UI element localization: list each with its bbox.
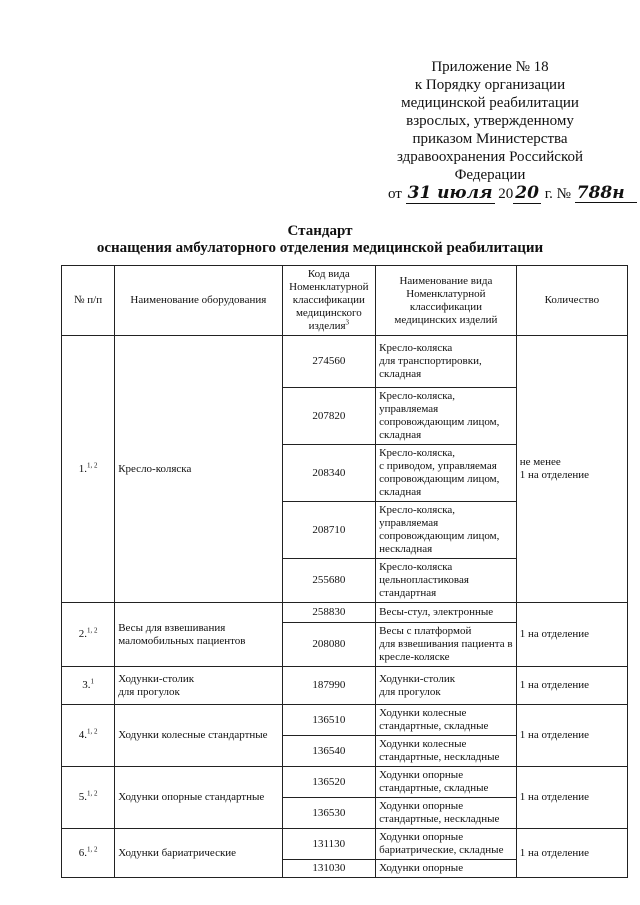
nomenclature-code: 136530 <box>282 798 376 829</box>
appendix-line-5: приказом Министерства <box>412 131 568 147</box>
nomenclature-name: Ходунки опорные стандартные, нескладные <box>376 798 517 829</box>
nomenclature-code: 136510 <box>282 705 376 736</box>
standard-title: Стандарт <box>287 223 353 239</box>
nomenclature-name: Весы с платформой для взвешивания пациента в кресле-коляске <box>376 623 517 667</box>
nomenclature-code: 187990 <box>282 667 376 705</box>
nomenclature-code: 208080 <box>282 623 376 667</box>
table-row <box>62 705 628 736</box>
item-number <box>62 705 115 767</box>
equipment-name: Ходунки колесные стандартные <box>115 705 282 767</box>
quantity: 1 на отделение <box>516 667 627 705</box>
equipment-name: Ходунки бариатрические <box>115 829 282 878</box>
item-number-text: 4. <box>78 729 87 741</box>
nomenclature-code: 136540 <box>282 736 376 767</box>
nomenclature-code: 136520 <box>282 767 376 798</box>
nomenclature-name: Кресло-коляска для транспортировки, складная <box>376 336 517 388</box>
item-number-footnote: 1 <box>90 677 94 686</box>
table-row <box>62 767 628 798</box>
appendix-line-7: Федерации <box>454 167 526 183</box>
item-number-text: 5. <box>78 791 87 803</box>
appendix-header <box>380 58 625 203</box>
item-number-footnote: 1, 2 <box>86 844 98 853</box>
equipment-name: Ходунки опорные стандартные <box>115 767 282 829</box>
item-number-footnote: 1, 2 <box>86 727 98 736</box>
header-code-text: Код вида Номенклатурной классификации медицинского изделия <box>289 268 369 332</box>
nomenclature-name: Кресло-коляска, управляемая сопровождающим лицом, нескладная <box>376 502 517 559</box>
table-row <box>62 336 628 388</box>
header-quantity: Количество <box>516 266 627 336</box>
quantity: 1 на отделение <box>516 705 627 767</box>
handwritten-year: 20 <box>515 183 539 203</box>
item-number <box>62 767 115 829</box>
item-number <box>62 603 115 667</box>
nomenclature-name: Ходунки колесные стандартные, складные <box>376 705 517 736</box>
nomenclature-name: Ходунки-столик для прогулок <box>376 667 517 705</box>
nomenclature-name: Весы-стул, электронные <box>376 603 517 623</box>
nomenclature-name: Кресло-коляска, управляемая сопровождающим лицом, складная <box>376 388 517 445</box>
quantity: не менее 1 на отделение <box>516 336 627 603</box>
nomenclature-name: Кресло-коляска, с приводом, управляемая сопровождающим лицом, складная <box>376 445 517 502</box>
header-code <box>282 266 376 336</box>
number-label: г. № <box>544 186 571 202</box>
item-number-footnote: 1, 2 <box>86 626 98 635</box>
header-code-footnote: 3 <box>345 318 350 327</box>
quantity: 1 на отделение <box>516 829 627 878</box>
quantity: 1 на отделение <box>516 767 627 829</box>
item-number-text: 3. <box>82 679 91 691</box>
equipment-name: Ходунки-столик для прогулок <box>115 667 282 705</box>
item-number <box>62 829 115 878</box>
nomenclature-code: 131030 <box>282 860 376 878</box>
order-date-line <box>380 183 625 203</box>
equipment-table <box>61 265 628 878</box>
nomenclature-name: Ходунки опорные стандартные, складные <box>376 767 517 798</box>
nomenclature-code: 208340 <box>282 445 376 502</box>
item-number-footnote: 1, 2 <box>86 789 98 798</box>
nomenclature-code: 131130 <box>282 829 376 860</box>
equipment-name: Кресло-коляска <box>115 336 282 603</box>
nomenclature-name: Кресло-коляска цельнопластиковая стандартная <box>376 559 517 603</box>
nomenclature-code: 274560 <box>282 336 376 388</box>
appendix-line-1: Приложение № 18 <box>431 59 549 75</box>
standard-subtitle: оснащения амбулаторного отделения медицинской реабилитации <box>96 240 544 256</box>
table-row <box>62 829 628 860</box>
handwritten-order-number: 788н <box>575 184 637 203</box>
appendix-line-4: взрослых, утвержденному <box>406 113 574 129</box>
nomenclature-code: 255680 <box>282 559 376 603</box>
item-number <box>62 667 115 705</box>
nomenclature-code: 258830 <box>282 603 376 623</box>
item-number <box>62 336 115 603</box>
table-row <box>62 667 628 705</box>
header-nomenclature-name: Наименование вида Номенклатурной классификации медицинских изделий <box>376 266 517 336</box>
header-num: № п/п <box>62 266 115 336</box>
nomenclature-code: 208710 <box>282 502 376 559</box>
appendix-line-3: медицинской реабилитации <box>401 95 579 111</box>
item-number-text: 2. <box>78 628 87 640</box>
item-number-footnote: 1, 2 <box>86 460 98 469</box>
table-header-row <box>62 266 628 336</box>
table-row <box>62 603 628 623</box>
handwritten-date: 31 июля <box>407 183 493 203</box>
nomenclature-name: Ходунки опорные <box>376 860 517 878</box>
appendix-line-2: к Порядку организации <box>414 77 566 93</box>
from-label: от <box>388 186 402 202</box>
table-body <box>62 336 628 878</box>
nomenclature-name: Ходунки опорные бариатрические, складные <box>376 829 517 860</box>
header-equipment-name: Наименование оборудования <box>115 266 282 336</box>
year-prefix: 20 <box>498 186 514 202</box>
quantity: 1 на отделение <box>516 603 627 667</box>
item-number-text: 6. <box>78 846 87 859</box>
item-number-text: 1. <box>78 462 87 475</box>
nomenclature-name: Ходунки колесные стандартные, нескладные <box>376 736 517 767</box>
appendix-line-6: здравоохранения Российской <box>396 149 584 165</box>
equipment-name: Весы для взвешивания маломобильных пациентов <box>115 603 282 667</box>
nomenclature-code: 207820 <box>282 388 376 445</box>
